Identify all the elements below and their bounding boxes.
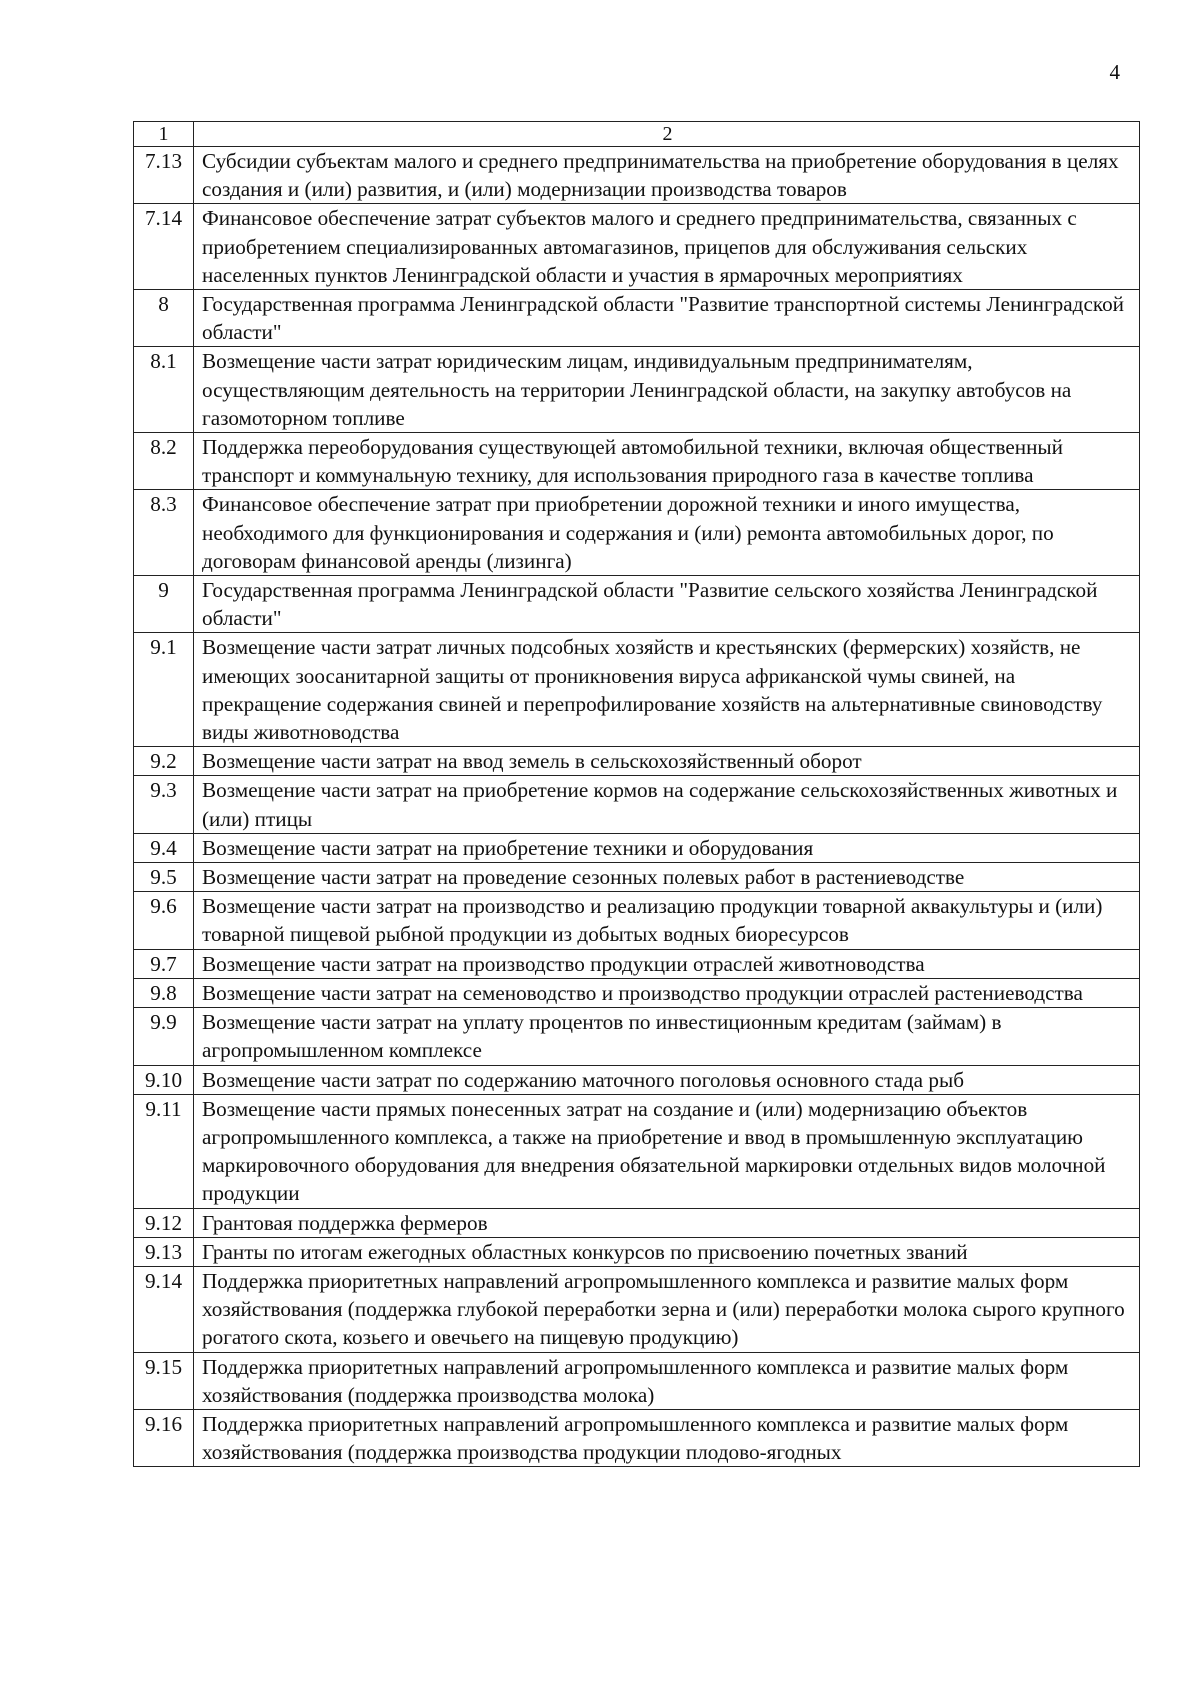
table-row (134, 1008, 1140, 1065)
table-row (134, 949, 1140, 978)
table-row (134, 576, 1140, 633)
table-body (134, 122, 1140, 1467)
row-number: 9.12 (134, 1208, 194, 1237)
row-number: 8 (134, 290, 194, 347)
table-row (134, 863, 1140, 892)
row-number: 9.4 (134, 833, 194, 862)
table-row (134, 776, 1140, 833)
table-row (134, 1352, 1140, 1409)
row-number: 9 (134, 576, 194, 633)
row-description: Возмещение части затрат на семеноводство и производство продукции отраслей растениеводства (194, 978, 1140, 1007)
row-description: Возмещение части прямых понесенных затрат на создание и (или) модернизацию объектов агропромышленного комплекса, а также на приобретение и ввод в промышленную эксплуатацию маркировочного оборудования для внедрения обязательной маркировки отдельных видов молочной продукции (194, 1094, 1140, 1208)
row-description: Возмещение части затрат на проведение сезонных полевых работ в растениеводстве (194, 863, 1140, 892)
table-row (134, 147, 1140, 204)
row-description: Поддержка приоритетных направлений агропромышленного комплекса и развитие малых форм хозяйствования (поддержка глубокой переработки зерна и (или) переработки молока сырого крупного рогатого скота, козьего и овечьего на пищевую продукцию) (194, 1266, 1140, 1352)
row-number: 9.14 (134, 1266, 194, 1352)
row-description: Государственная программа Ленинградской области "Развитие транспортной системы Ленинградской области" (194, 290, 1140, 347)
row-number: 9.15 (134, 1352, 194, 1409)
row-description: Поддержка приоритетных направлений агропромышленного комплекса и развитие малых форм хозяйствования (поддержка производства молока) (194, 1352, 1140, 1409)
table-row (134, 490, 1140, 576)
row-number: 9.1 (134, 633, 194, 747)
row-description: Субсидии субъектам малого и среднего предпринимательства на приобретение оборудования в целях создания и (или) развития, и (или) модернизации производства товаров (194, 147, 1140, 204)
row-description: Финансовое обеспечение затрат при приобретении дорожной техники и иного имущества, необходимого для функционирования и содержания и (или) ремонта автомобильных дорог, по договорам финансовой аренды (лизинга) (194, 490, 1140, 576)
table-row (134, 347, 1140, 433)
row-number: 9.3 (134, 776, 194, 833)
table-row (134, 1266, 1140, 1352)
table-row (134, 433, 1140, 490)
row-number: 9.8 (134, 978, 194, 1007)
row-description: Возмещение части затрат на уплату процентов по инвестиционным кредитам (займам) в агропромышленном комплексе (194, 1008, 1140, 1065)
row-number: 9.10 (134, 1065, 194, 1094)
table-row (134, 892, 1140, 949)
row-description: Грантовая поддержка фермеров (194, 1208, 1140, 1237)
row-number: 9.11 (134, 1094, 194, 1208)
row-number: 9.7 (134, 949, 194, 978)
row-description: Возмещение части затрат личных подсобных хозяйств и крестьянских (фермерских) хозяйств, не имеющих зоосанитарной защиты от проникновения вируса африканской чумы свиней, на прекращение содержания свиней и перепрофилирование хозяйств на альтернативные свиноводству виды животноводства (194, 633, 1140, 747)
row-number: 9.6 (134, 892, 194, 949)
header-cell-number: 1 (134, 122, 194, 147)
header-cell-description: 2 (194, 122, 1140, 147)
table-row (134, 978, 1140, 1007)
row-description: Возмещение части затрат на производство и реализацию продукции товарной аквакультуры и (или) товарной пищевой рыбной продукции из добытых водных биоресурсов (194, 892, 1140, 949)
table-row (134, 747, 1140, 776)
row-number: 7.14 (134, 204, 194, 290)
row-number: 9.9 (134, 1008, 194, 1065)
subsidy-table (133, 121, 1140, 1467)
row-description: Возмещение части затрат на ввод земель в сельскохозяйственный оборот (194, 747, 1140, 776)
row-description: Возмещение части затрат юридическим лицам, индивидуальным предпринимателям, осуществляющим деятельность на территории Ленинградской области, на закупку автобусов на газомоторном топливе (194, 347, 1140, 433)
row-number: 9.16 (134, 1409, 194, 1466)
table-header-row (134, 122, 1140, 147)
row-description: Возмещение части затрат на приобретение кормов на содержание сельскохозяйственных животных и (или) птицы (194, 776, 1140, 833)
table-row (134, 1409, 1140, 1466)
table-row (134, 833, 1140, 862)
table-row (134, 204, 1140, 290)
row-number: 9.2 (134, 747, 194, 776)
page-number: 4 (1109, 60, 1120, 84)
row-description: Гранты по итогам ежегодных областных конкурсов по присвоению почетных званий (194, 1237, 1140, 1266)
table-row (134, 1094, 1140, 1208)
row-description: Государственная программа Ленинградской области "Развитие сельского хозяйства Ленинградской области" (194, 576, 1140, 633)
row-number: 9.13 (134, 1237, 194, 1266)
row-description: Возмещение части затрат на производство продукции отраслей животноводства (194, 949, 1140, 978)
row-description: Финансовое обеспечение затрат субъектов малого и среднего предпринимательства, связанных с приобретением специализированных автомагазинов, прицепов для обслуживания сельских населенных пунктов Ленинградской области и участия в ярмарочных мероприятиях (194, 204, 1140, 290)
row-description: Поддержка приоритетных направлений агропромышленного комплекса и развитие малых форм хозяйствования (поддержка производства продукции плодово-ягодных (194, 1409, 1140, 1466)
row-number: 8.3 (134, 490, 194, 576)
table-row (134, 1208, 1140, 1237)
table-row (134, 290, 1140, 347)
table-row (134, 1237, 1140, 1266)
row-number: 8.2 (134, 433, 194, 490)
row-description: Возмещение части затрат по содержанию маточного поголовья основного стада рыб (194, 1065, 1140, 1094)
row-description: Поддержка переоборудования существующей автомобильной техники, включая общественный транспорт и коммунальную технику, для использования природного газа в качестве топлива (194, 433, 1140, 490)
row-number: 8.1 (134, 347, 194, 433)
row-number: 7.13 (134, 147, 194, 204)
row-number: 9.5 (134, 863, 194, 892)
table-row (134, 633, 1140, 747)
row-description: Возмещение части затрат на приобретение техники и оборудования (194, 833, 1140, 862)
table-row (134, 1065, 1140, 1094)
